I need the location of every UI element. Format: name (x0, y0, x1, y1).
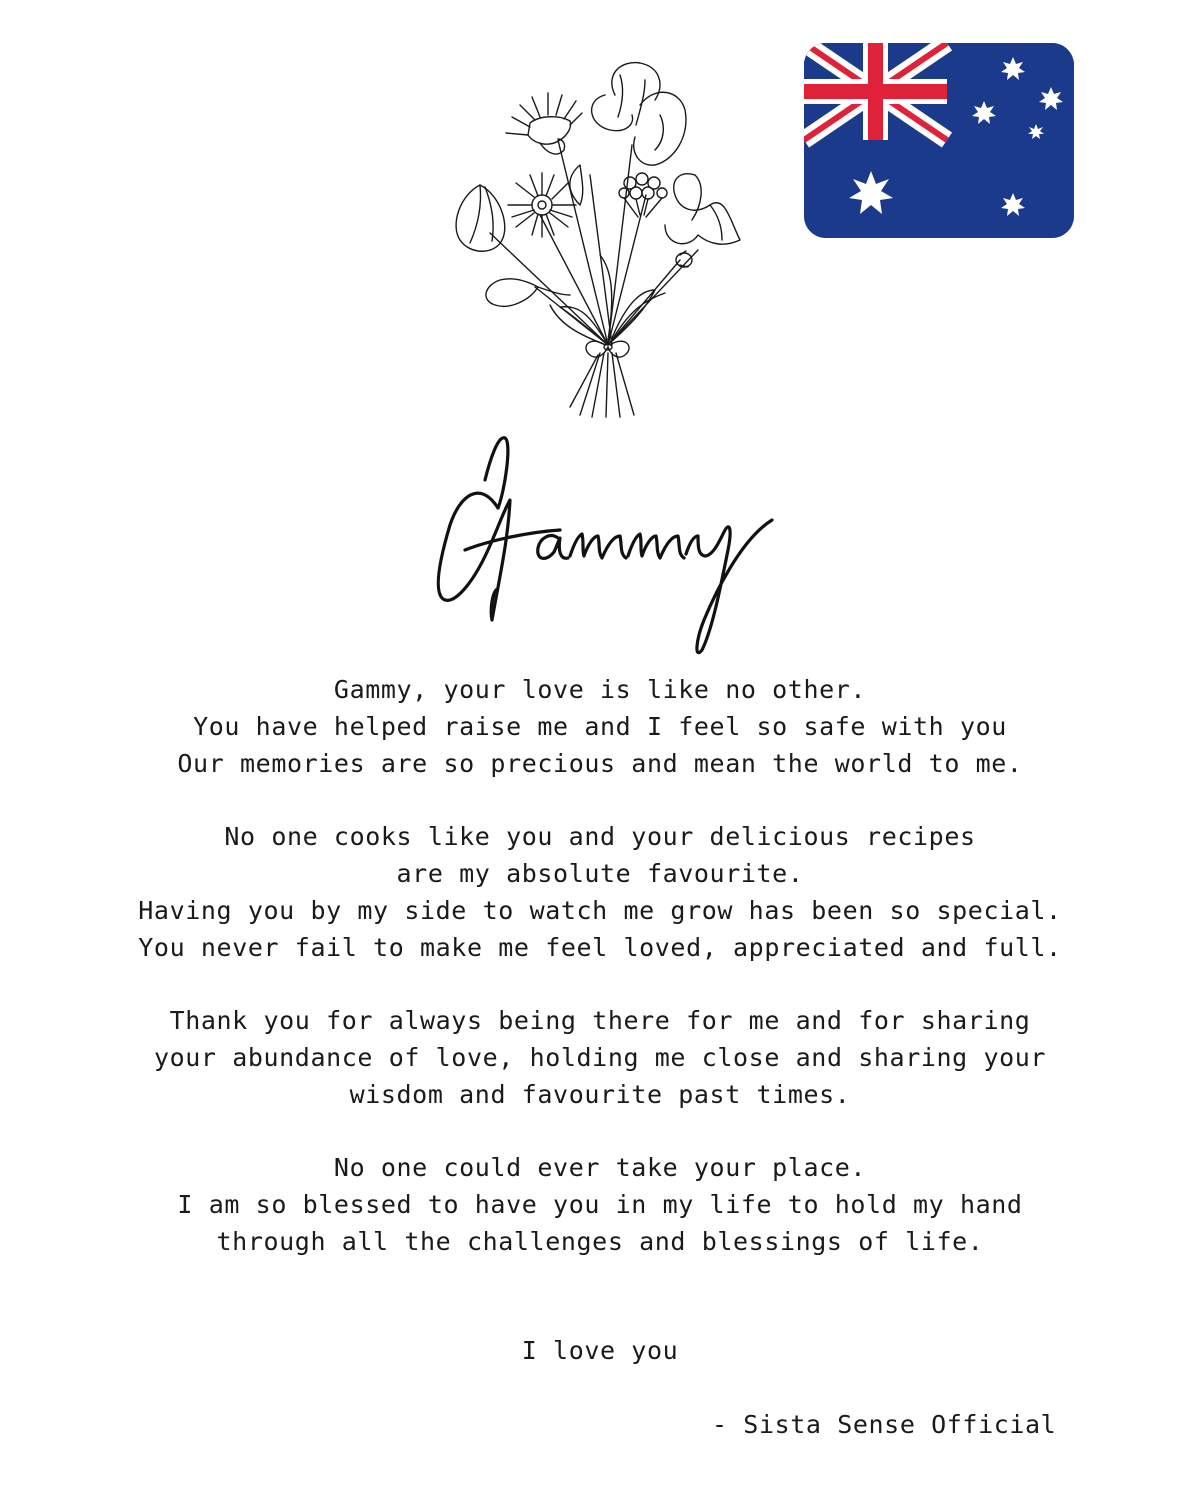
poem-line: Having you by my side to watch me grow has been so special. (138, 895, 1062, 925)
poem-line: Gammy, your love is like no other. (333, 675, 867, 704)
poem-line: No one cooks like you and your delicious recipes (224, 822, 976, 852)
poem-line: You never fail to make me feel loved, appreciated and full. (138, 932, 1062, 962)
signature: - Sista Sense Official (712, 1410, 1057, 1439)
poem-line: You have helped raise me and I feel so safe with you (193, 711, 1007, 741)
page-title (380, 420, 820, 670)
poem-line: wisdom and favourite past times. (349, 1079, 851, 1109)
poem-line: Our memories are so precious and mean the world to me. (177, 748, 1023, 778)
stanza (60, 1150, 1140, 1260)
stanza (60, 819, 1140, 966)
wildflower-bouquet-icon (440, 55, 760, 420)
poem-line: through all the challenges and blessings of life. (216, 1226, 984, 1256)
poem-line: No one could ever take your place. (333, 1153, 867, 1183)
australian-flag-icon (804, 43, 1074, 238)
poem-body (60, 672, 1140, 1298)
stanza (60, 1003, 1140, 1113)
poem-line: I am so blessed to have you in my life to hold my hand (177, 1190, 1023, 1220)
poem-line: Thank you for always being there for me and for sharing (169, 1006, 1031, 1036)
poem-line: are my absolute favourite. (396, 858, 804, 888)
stanza (60, 672, 1140, 782)
poem-line: your abundance of love, holding me close and sharing your (153, 1042, 1047, 1072)
closing-line: I love you (521, 1336, 679, 1365)
